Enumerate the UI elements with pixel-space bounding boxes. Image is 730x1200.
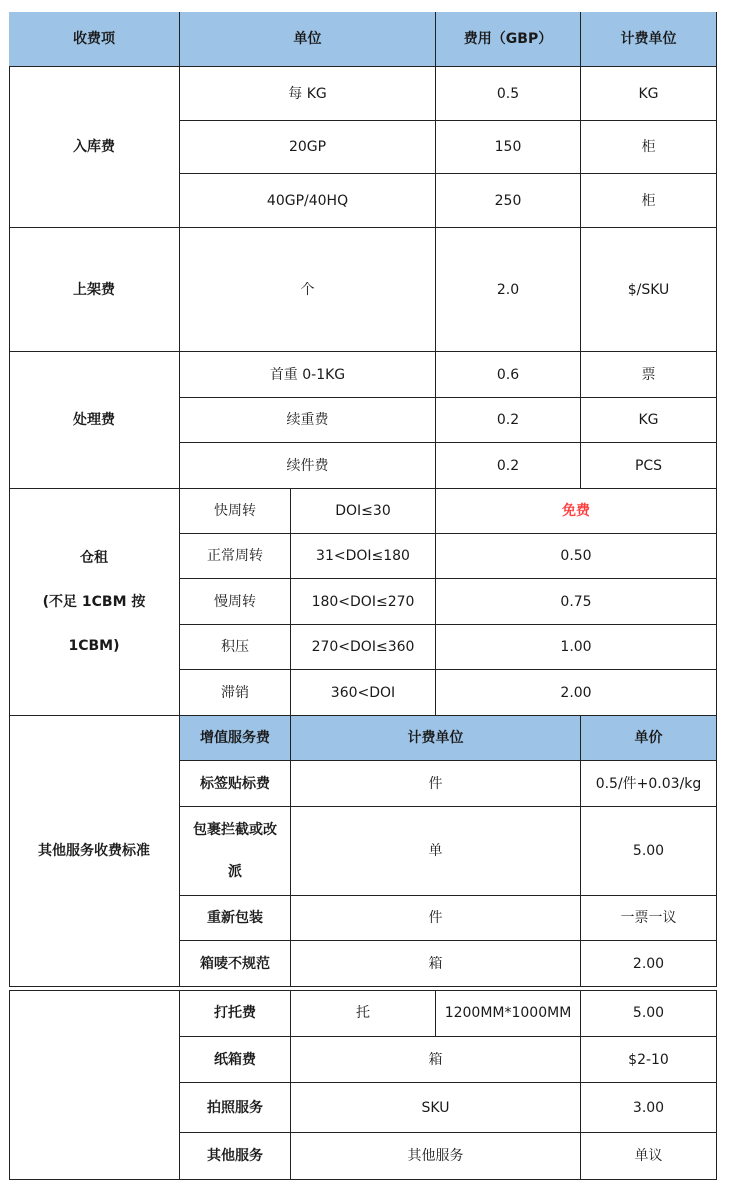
storage-label-line: 仓租 xyxy=(80,550,108,566)
header-unit: 单位 xyxy=(180,12,436,67)
storage-type: 快周转 xyxy=(180,489,291,534)
extra-unit: 托 xyxy=(291,990,436,1037)
other-service-line: 包裹拦截或改 xyxy=(193,822,277,838)
other-service: 箱唛不规范 xyxy=(180,941,291,987)
storage-price: 0.75 xyxy=(436,579,717,625)
other-service: 重新包装 xyxy=(180,896,291,941)
shelving-fee: 2.0 xyxy=(436,228,581,352)
handling-fee: 0.6 xyxy=(436,352,581,398)
extra-service: 纸箱费 xyxy=(180,1037,291,1083)
inbound-billing: KG xyxy=(581,67,717,121)
header-item: 收费项 xyxy=(9,12,180,67)
storage-doi: 180<DOI≤270 xyxy=(291,579,436,625)
storage-label xyxy=(9,489,180,716)
storage-type: 正常周转 xyxy=(180,534,291,579)
handling-billing: PCS xyxy=(581,443,717,489)
extra-service: 其他服务 xyxy=(180,1133,291,1180)
extra-unit: 其他服务 xyxy=(291,1133,581,1180)
handling-label: 处理费 xyxy=(9,352,180,489)
storage-price: 1.00 xyxy=(436,625,717,670)
inbound-billing: 柜 xyxy=(581,121,717,174)
extra-service: 拍照服务 xyxy=(180,1083,291,1133)
handling-unit: 续件费 xyxy=(180,443,436,489)
storage-price: 0.50 xyxy=(436,534,717,579)
extra-label xyxy=(9,990,180,1180)
storage-price: 2.00 xyxy=(436,670,717,716)
other-price: 5.00 xyxy=(581,807,717,896)
storage-doi: 270<DOI≤360 xyxy=(291,625,436,670)
other-price: 一票一议 xyxy=(581,896,717,941)
extra-price: 3.00 xyxy=(581,1083,717,1133)
handling-billing: 票 xyxy=(581,352,717,398)
extra-unit: SKU xyxy=(291,1083,581,1133)
handling-unit: 首重 0-1KG xyxy=(180,352,436,398)
storage-label-line: (不足 1CBM 按 xyxy=(42,594,146,610)
storage-doi: DOI≤30 xyxy=(291,489,436,534)
storage-doi: 360<DOI xyxy=(291,670,436,716)
other-subheader-unit: 计费单位 xyxy=(291,716,581,761)
handling-billing: KG xyxy=(581,398,717,443)
shelving-billing: $/SKU xyxy=(581,228,717,352)
inbound-unit: 20GP xyxy=(180,121,436,174)
other-service: 标签贴标费 xyxy=(180,761,291,807)
extra-unit: 箱 xyxy=(291,1037,581,1083)
header-billing: 计费单位 xyxy=(581,12,717,67)
extra-service: 打托费 xyxy=(180,990,291,1037)
inbound-unit: 每 KG xyxy=(180,67,436,121)
handling-fee: 0.2 xyxy=(436,443,581,489)
other-unit: 箱 xyxy=(291,941,581,987)
storage-doi: 31<DOI≤180 xyxy=(291,534,436,579)
storage-label-line: 1CBM) xyxy=(68,638,120,654)
inbound-fee: 0.5 xyxy=(436,67,581,121)
other-unit: 单 xyxy=(291,807,581,896)
inbound-unit: 40GP/40HQ xyxy=(180,174,436,228)
inbound-fee: 150 xyxy=(436,121,581,174)
other-service xyxy=(180,807,291,896)
extra-price: 5.00 xyxy=(581,990,717,1037)
inbound-billing: 柜 xyxy=(581,174,717,228)
other-label: 其他服务收费标准 xyxy=(9,716,180,987)
other-service-line: 派 xyxy=(228,864,242,880)
shelving-label: 上架费 xyxy=(9,228,180,352)
header-fee: 费用（GBP） xyxy=(436,12,581,67)
storage-type: 慢周转 xyxy=(180,579,291,625)
other-unit: 件 xyxy=(291,896,581,941)
shelving-unit: 个 xyxy=(180,228,436,352)
other-unit: 件 xyxy=(291,761,581,807)
other-price: 2.00 xyxy=(581,941,717,987)
extra-spec: 1200MM*1000MM xyxy=(436,990,581,1037)
storage-type: 积压 xyxy=(180,625,291,670)
other-subheader-price: 单价 xyxy=(581,716,717,761)
storage-type: 滞销 xyxy=(180,670,291,716)
handling-unit: 续重费 xyxy=(180,398,436,443)
handling-fee: 0.2 xyxy=(436,398,581,443)
extra-price: $2-10 xyxy=(581,1037,717,1083)
extra-price: 单议 xyxy=(581,1133,717,1180)
other-price: 0.5/件+0.03/kg xyxy=(581,761,717,807)
inbound-label: 入库费 xyxy=(9,67,180,228)
storage-price-free: 免费 xyxy=(436,489,717,534)
other-subheader-service: 增值服务费 xyxy=(180,716,291,761)
inbound-fee: 250 xyxy=(436,174,581,228)
